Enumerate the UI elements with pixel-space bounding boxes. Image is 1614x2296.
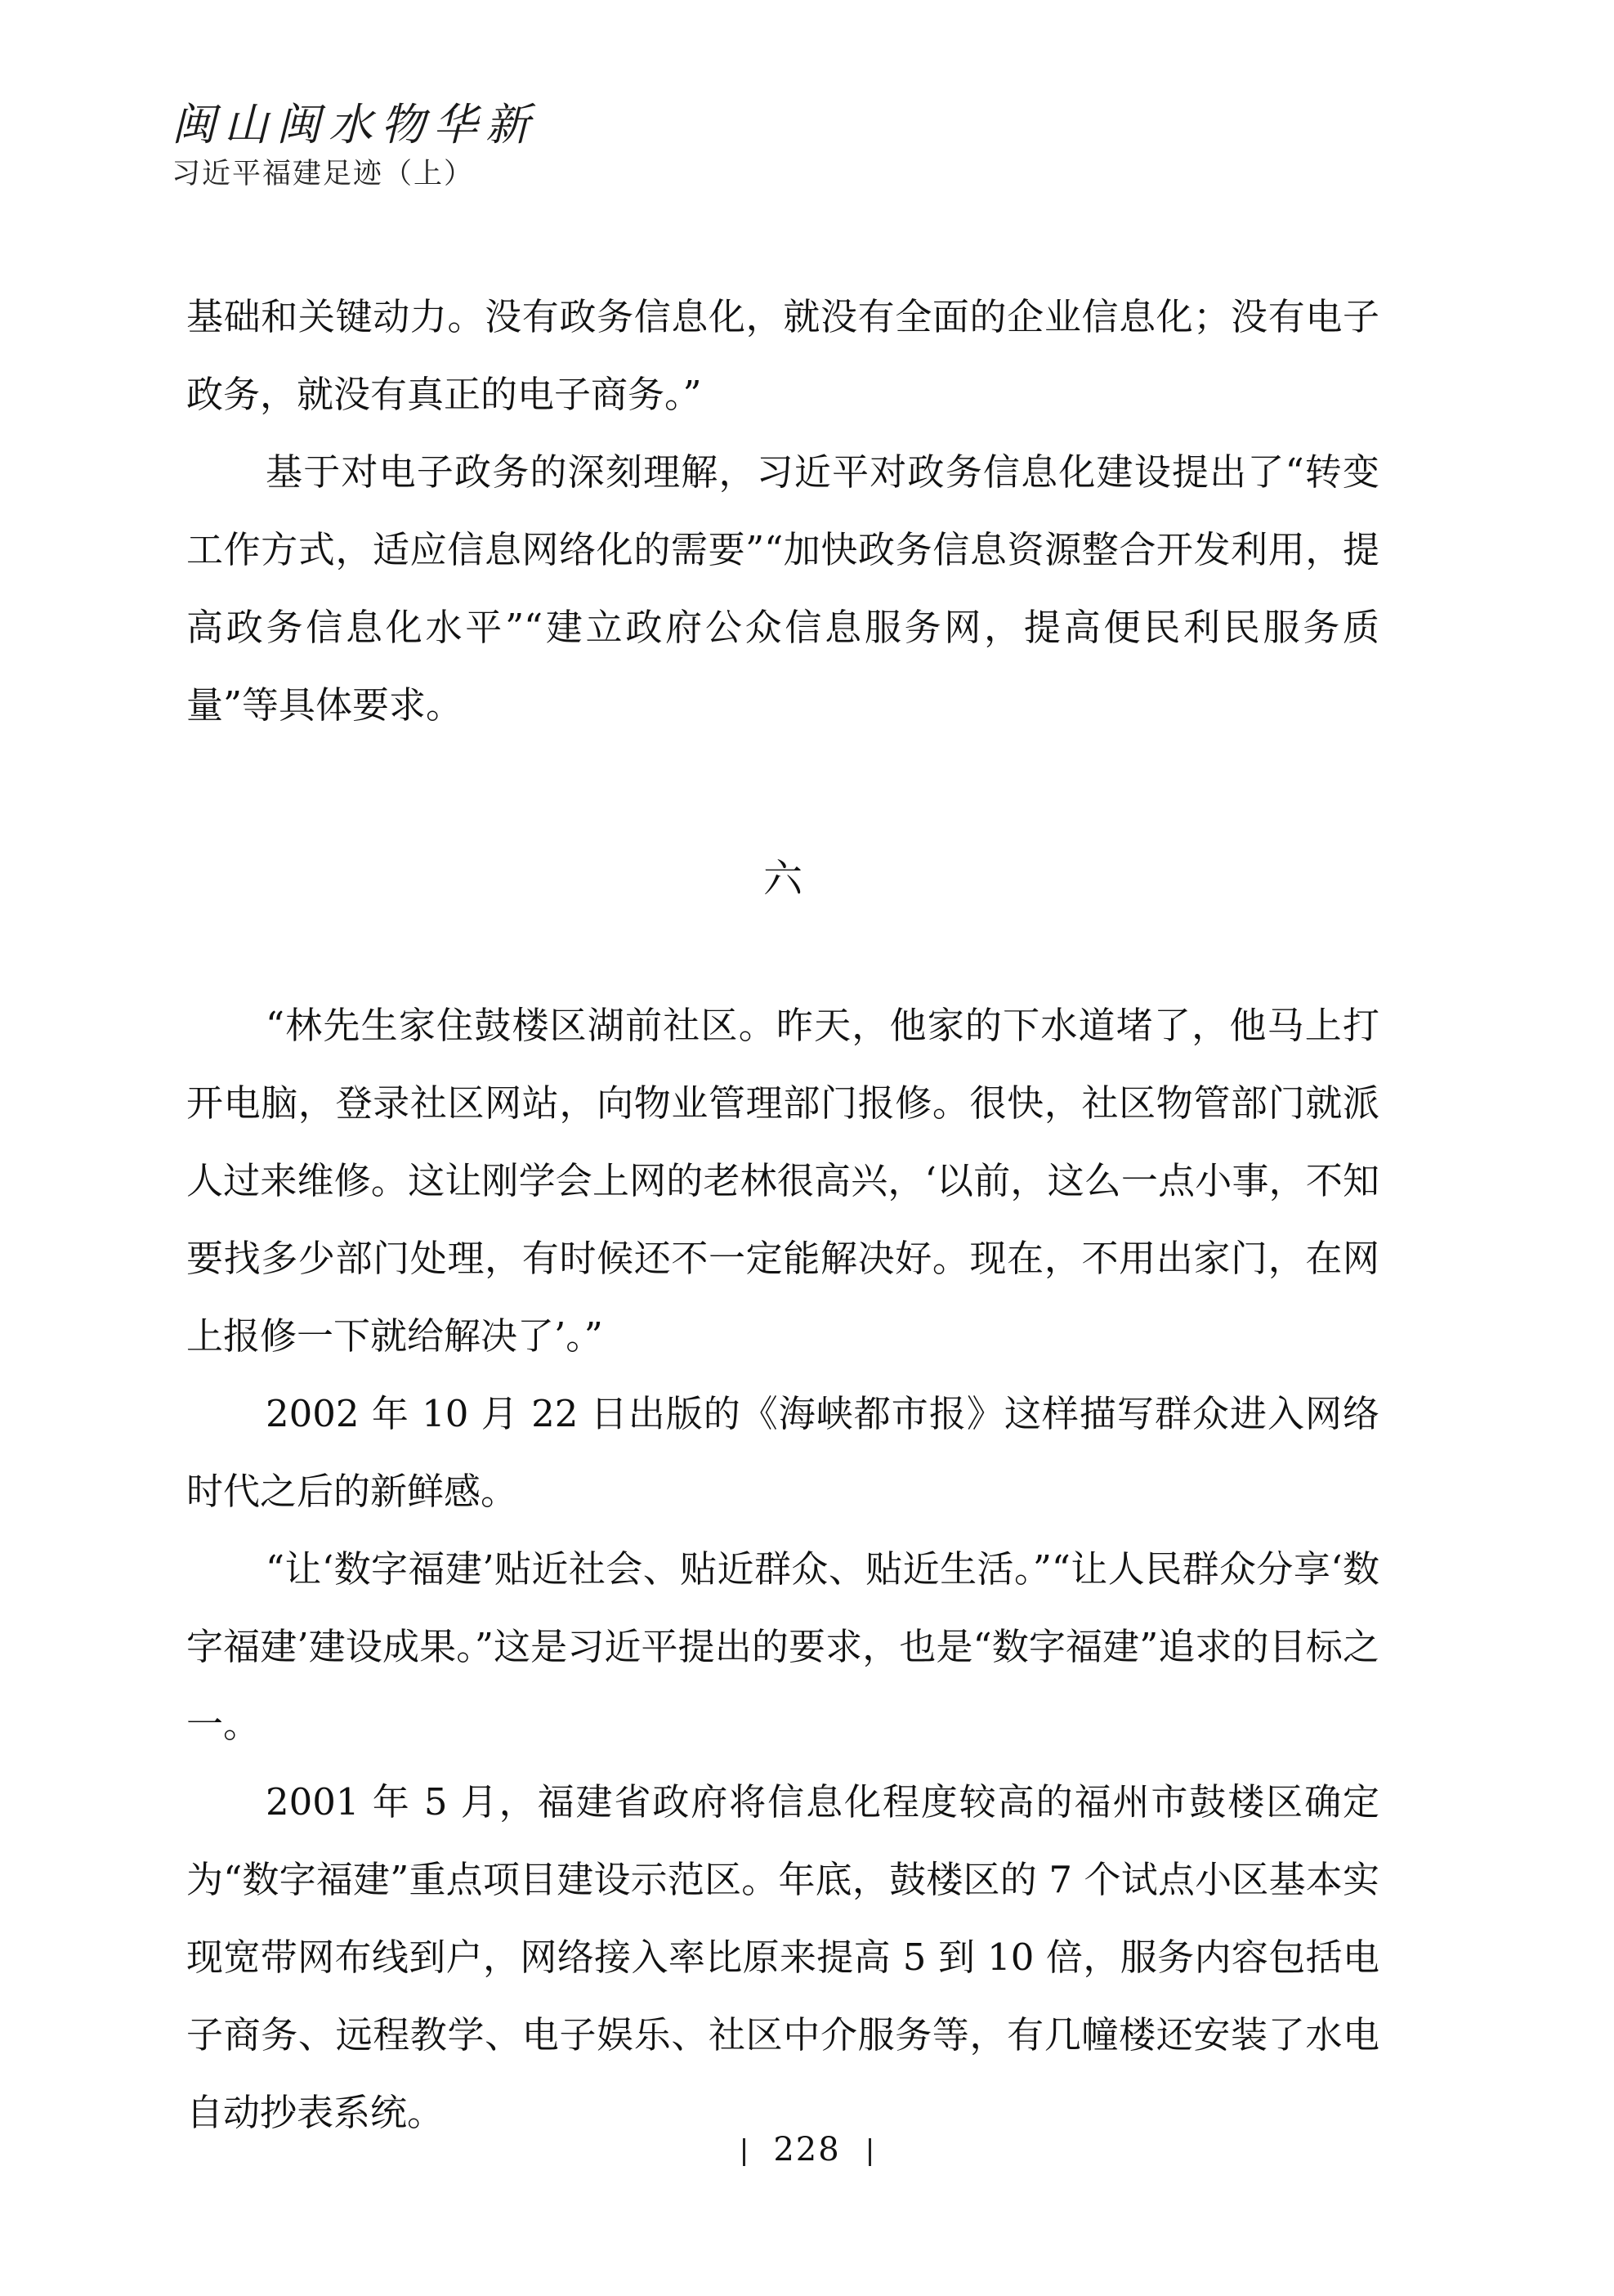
section-heading: 六 <box>762 856 803 902</box>
paragraph: 基于对电子政务的深刻理解，习近平对政务信息化建设提出了“转变工作方式，适应信息网络化的需要”“加快政务信息资源整合开发利用，提高政务信息化水平”“建立政府公众信息服务网，提高便民利民服务质量”等具体要求。 <box>186 450 1379 727</box>
page-number-bar-right <box>869 2138 871 2166</box>
page-footer <box>0 2125 1614 2174</box>
page-number-bar-left <box>743 2138 745 2166</box>
paragraph: “林先生家住鼓楼区湖前社区。昨天，他家的下水道堵了，他马上打开电脑，登录社区网站，向物业管理部门报修。很快，社区物管部门就派人过来维修。这让刚学会上网的老林很高兴，‘以前，这么一点小事，不知要找多少部门处理，有时候还不一定能解决好。现在，不用出家门，在网上报修一下就给解决了’。” <box>186 1004 1379 1358</box>
running-head <box>172 96 744 195</box>
body-text <box>186 278 1379 2151</box>
paragraph: 基础和关键动力。没有政务信息化，就没有全面的企业信息化；没有电子政务，就没有真正的电子商务。” <box>186 295 1379 416</box>
book-title: 习近平福建足迹（上） <box>172 158 475 190</box>
series-title: 闽山闽水物华新 <box>172 99 538 150</box>
section-spacer <box>186 907 1379 987</box>
page-number: 228 <box>773 2131 841 2168</box>
paragraph: 2001 年 5 月，福建省政府将信息化程度较高的福州市鼓楼区确定为“数字福建”重点项目建设示范区。年底，鼓楼区的 7 个试点小区基本实现宽带网布线到户，网络接入率比原来提高 5 到 10 倍，服务内容包括电子商务、远程教学、电子娱乐、社区中介服务等，有几幢楼还安装了水电自动抄表系统。 <box>186 1780 1379 2134</box>
paragraph: 2002 年 10 月 22 日出版的《海峡都市报》这样描写群众进入网络时代之后的新鲜感。 <box>186 1392 1379 1513</box>
section-spacer <box>186 744 1379 850</box>
paragraph: “让‘数字福建’贴近社会、贴近群众、贴近生活。”“让人民群众分享‘数字福建’建设成果。”这是习近平提出的要求，也是“数字福建”追求的目标之一。 <box>186 1547 1379 1746</box>
